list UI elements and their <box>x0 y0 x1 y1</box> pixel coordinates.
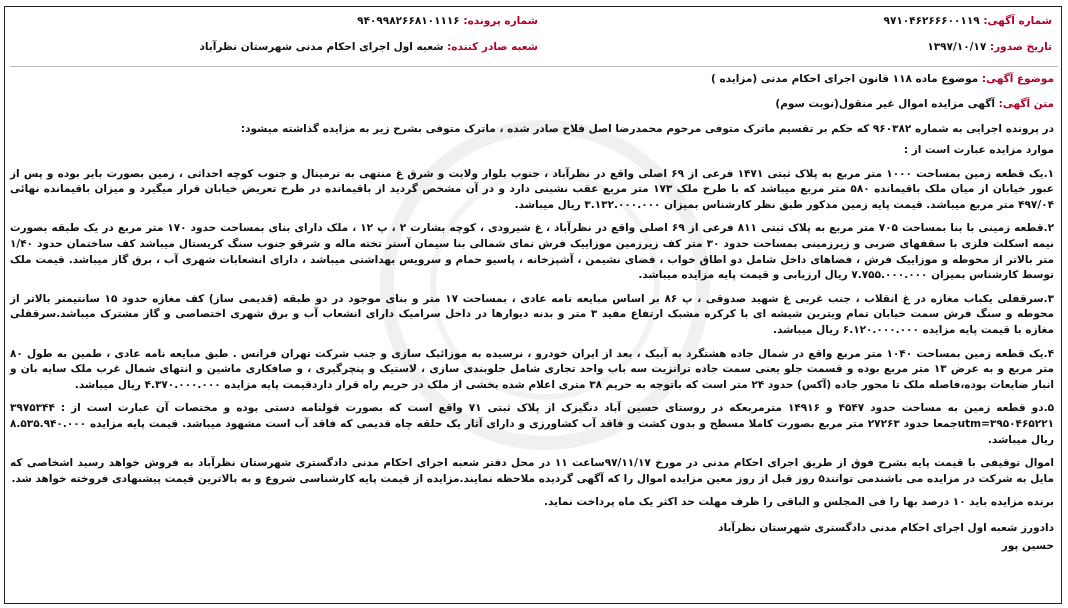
body-title-label: متن آگهی: <box>998 98 1054 111</box>
ad-number-label: شماره آگهی: <box>983 15 1052 27</box>
notice-body <box>10 72 1054 555</box>
subject-text: موضوع ماده ۱۱۸ قانون اجرای احکام مدنی (مزایده ) <box>711 73 979 85</box>
items-title: موارد مزایده عبارت است از : <box>903 144 1054 156</box>
issue-date-label: تاریخ صدور: <box>989 41 1052 53</box>
signature-block <box>10 519 1054 555</box>
signature-title: دادورز شعبه اول اجرای احکام مدنی دادگستری شهرستان نظرآباد <box>718 521 1054 534</box>
case-number <box>357 14 538 28</box>
header-divider <box>10 66 1058 67</box>
ad-number <box>884 14 1052 28</box>
auction-item-2: ۲.قطعه زمینی با بنا بمساحت ۷۰۵ متر مربع به پلاک ثبتی ۸۱۱ فرعی از ۶۹ اصلی واقع در نظرآباد ، غ شیرودی ، کوچه بشارت ۲ ، پ ۱۲ ، ملک دارای بنای بمساحت حدود ۱۷۰ متر مربع در یک طبقه بصورت نیمه اسکلت فلزی با سقفهای ضربی و زیرزمینی بمساحت حدود ۳۰ متر کف زیرزمین موزاییک فرش نمای شمالی بنا سیمان آستر تخته ماله و شرقو جنوب سنگ کریستال میباشد کف ساختمان حدود ۱/۴۰ متر بالاتر از محوطه و موزاییک فرش ، فضاهای داخل شامل دو اطاق خواب ، فضای نشیمن ، آشپزخانه ، پاسیو حمام و سرویس بهداشتی میباشد ، دارای انشعابات شهری آب ، برق گاز میباشد. قیمت ملک توسط کارشناس بمیزان ۷.۷۵۵.۰۰۰.۰۰۰ ریال ارزیابی و قیمت پایه مزایده میباشد. <box>10 222 1054 282</box>
subject-row <box>10 72 1054 87</box>
issue-date-value: ۱۳۹۷/۱۰/۱۷ <box>927 41 987 53</box>
case-number-value: ۹۴۰۹۹۸۲۶۶۸۱۰۱۱۱۶ <box>357 15 460 27</box>
auction-item-1: ۱.یک قطعه زمین بمساحت ۱۰۰۰ متر مربع به پلاک ثبتی ۱۴۷۱ فرعی از ۶۹ اصلی واقع در نظرآباد ، جنوب بلوار ولایت و شرق غ منتهی به ترمینال و جنوب کوچه احداثی ، زمین بصورت بایر بوده و پس از عبور خیابان از میان ملک باقیمانده ۵۸۰ متر مربع میباشد که با طرح ملک ۱۷۳ متر مربع عقب نشینی دارد و در آن مشخص گردید از باقیمانده در طرح تعریض خیابان قرار میگیرد و میزان باقیمانده نهائی ۴۹۷/۰۴ متر مربع میباشد. قیمت پایه زمین مذکور طبق نظر کارشناس بمیزان ۳.۱۳۲.۰۰۰.۰۰۰ ریال میباشد. <box>10 167 1054 211</box>
ad-number-value: ۹۷۱۰۴۶۲۶۶۶۰۰۱۱۹ <box>883 15 980 27</box>
auction-notice: اموال توقیفی با قیمت پایه بشرح فوق از طریق اجرای احکام مدنی در مورخ ۹۷/۱۱/۱۷ساعت ۱۱ در محل دفتر شعبه اجرای احکام مدنی دادگستری شهرستان نظرآباد به فروش خواهد رسید اشخاصی که مایل به شرکت در مزایده می باشندمی توانند۵ روز قبل از روز معین مزایده اموال را که آگهی گردیده ملاحظه نمایند.مزایده از قیمت پایه کارشناسی شروع و به بالاترین قیمت پیشنهادی فروخته خواهد شد. <box>10 457 1054 485</box>
payment-notice: برنده مزایده باید ۱۰ درصد بها را فی المجلس و الباقی را ظرف مهلت حد اکثر یک ماه پرداخت نماید. <box>543 496 1054 509</box>
body-title-text: آگهی مزایده اموال غیر منقول(نوبت سوم) <box>775 98 995 111</box>
intro-paragraph: در پرونده اجرایی به شماره ۹۶۰۳۸۲ که حکم بر تقسیم ماترک متوفی مرحوم محمدرضا اصل فلاح صادر شده ، ماترک متوفی بشرح زیر به مزایده گذاشته میشود: <box>240 123 1054 136</box>
auction-item-3: ۳.سرقفلی یکباب مغازه در غ انقلاب ، جنب غربی غ شهید صدوقی ، پ ۸۶ بر اساس مبایعه نامه عادی ، بمساحت ۱۷ متر و بنای موجود در دو طبقه (قدیمی ساز) کف مغازه حدود ۱۵ سانتیمتر بالاتر از محوطه و سنگ فرش سمت خیابان تمام ویترین شیشه ای با کرکره مشبک ارتفاع مفید ۳ متر و بدنه دیوارها در داخل سرامیک دارای انشعاب آب و برق شهری اختصاصی و گاز مشترک میباشد.سرقفلی مغازه با قیمت پایه مزایده ۶.۱۲۰.۰۰۰.۰۰۰ ریال میباشد. <box>10 292 1054 336</box>
issuing-branch-label: شعبه صادر کننده: <box>447 41 538 53</box>
case-number-label: شماره پرونده: <box>463 15 538 27</box>
signature-name: حسین پور <box>1001 539 1054 552</box>
issue-date <box>927 40 1052 54</box>
issuing-branch-value: شعبه اول اجرای احکام مدنی شهرستان نظرآباد <box>199 41 444 53</box>
auction-item-4: ۴.یک قطعه زمین بمساحت ۱۰۴۰ متر مربع واقع در شمال جاده هشتگرد به آبیک ، بعد از ایران خودرو ، نرسیده به موزائیک سازی و جنب شرکت تهران فرانس . طبق مبایعه نامه عادی ، طمین به طول ۸۰ متر مربع و به عرض ۱۳ متر مربع بوده و قسمت جلو یعنی سمت جاده ترانزیت سه باب واحد تجاری شامل جلوبندی سازی ، لاستیک و پنچرگیری ، و صافکاری ماشین و انتهای شمال غرب ملک سایه بان و انبار ضایعات بوده،فاصله ملک تا محور جاده (آکس) حدود ۲۴ متر است که باتوجه به حریم ۳۸ متری اعلام شده بخشی از ملک در حریم راه قرار داردقیمت پایه مزایده ۴.۳۷۰.۰۰۰.۰۰۰ ریال میباشد. <box>10 347 1054 391</box>
subject-label: موضوع آگهی: <box>981 73 1054 85</box>
issuing-branch <box>200 40 538 54</box>
body-title-row <box>10 97 1054 112</box>
auction-item-5: ۵.دو قطعه زمین به مساحت حدود ۴۵۴۷ و ۱۴۹۱۶ مترمربعکه در روستای حسین آباد دنگیزک از پلاک ثبتی ۷۱ واقع است که بصورت قولنامه دستی بوده و مختصات آن عبارت است از : ۳۹۷۵۳۴۴ ۳۹۵۰۴۶۵۲۲۱=utmجمعا حدود ۲۷۲۶۳ متر مربع بصورت کاملا مسطح و بدون کشت و فاقد آب کشاورزی و دارای آثار یک حلقه چاه قدیمی که فاقد آب است مشهود میباشد. قیمت پایه مزایده ۸.۵۳۵.۹۴۰.۰۰۰ ریال میباشد. <box>10 402 1055 446</box>
